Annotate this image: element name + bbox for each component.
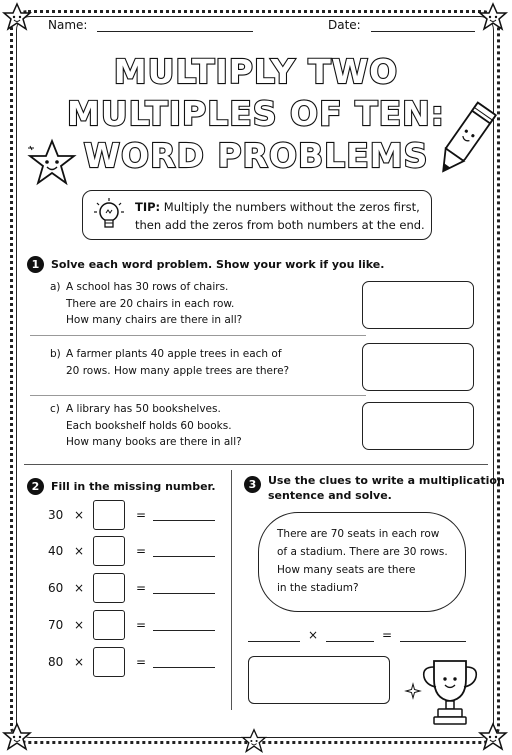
star-icon	[26, 138, 78, 188]
missing-number-box[interactable]	[93, 536, 125, 566]
tip-text	[135, 198, 425, 234]
product-line[interactable]	[400, 629, 466, 642]
missing-number-box[interactable]	[93, 647, 125, 677]
clue-cloud	[258, 512, 466, 612]
name-line[interactable]	[97, 21, 253, 32]
tip-text-line-1: Multiply the numbers without the zeros first,	[160, 200, 420, 214]
star-icon	[478, 722, 508, 752]
times-sign: ×	[74, 544, 85, 558]
factor: 40	[48, 544, 64, 558]
problem-a	[50, 279, 350, 329]
equals-sign: =	[136, 655, 147, 669]
times-sign: ×	[74, 508, 85, 522]
answer-line[interactable]	[153, 655, 215, 668]
answer-box-a[interactable]	[362, 281, 474, 329]
title-line-1: MULTIPLY TWO	[113, 52, 399, 91]
problem-b	[50, 346, 350, 379]
factor: 30	[48, 508, 64, 522]
sparkle-icon	[406, 684, 420, 698]
clue-line: There are 70 seats in each row	[277, 528, 440, 540]
divider	[30, 395, 366, 396]
problem-line: There are 20 chairs in each row.	[66, 297, 235, 310]
times-sign: ×	[74, 618, 85, 632]
name-label: Name:	[48, 18, 88, 32]
answer-line[interactable]	[153, 508, 215, 521]
divider	[30, 335, 366, 336]
missing-number-box[interactable]	[93, 500, 125, 530]
problem-line: How many books are there in all?	[66, 436, 242, 448]
problem-c	[50, 401, 350, 451]
clue-text	[277, 525, 448, 597]
tip-box	[82, 190, 432, 240]
problem-label: a)	[50, 281, 61, 293]
section-1-number: 1	[27, 256, 44, 273]
factor-line[interactable]	[248, 629, 300, 642]
times-sign: ×	[308, 628, 319, 642]
section-3-number: 3	[244, 476, 261, 493]
equals-sign: =	[136, 581, 147, 595]
factor: 70	[48, 618, 64, 632]
answer-line[interactable]	[153, 544, 215, 557]
section-2-number: 2	[27, 478, 44, 495]
problem-line: How many chairs are there in all?	[66, 314, 243, 326]
answer-box-c[interactable]	[362, 402, 474, 450]
section-3-title	[268, 473, 505, 503]
section-2-title: Fill in the missing number.	[51, 480, 216, 493]
factor: 60	[48, 581, 64, 595]
star-icon	[478, 2, 508, 32]
equals-sign: =	[136, 508, 147, 522]
star-icon	[2, 722, 32, 752]
tip-text-line-2: then add the zeros from both numbers at the end.	[135, 218, 425, 232]
equals-sign: =	[136, 618, 147, 632]
equals-sign: =	[382, 628, 393, 642]
missing-number-box[interactable]	[93, 573, 125, 603]
star-icon	[2, 2, 32, 32]
date-label: Date:	[328, 18, 361, 32]
column-divider	[231, 470, 232, 710]
tip-label: TIP:	[135, 200, 161, 214]
trophy-icon	[418, 655, 482, 727]
problem-label: b)	[50, 348, 61, 360]
times-sign: ×	[74, 655, 85, 669]
section-3-title-line-1: Use the clues to write a multiplication	[268, 474, 505, 487]
title-line-3: WORD PROBLEMS	[83, 136, 429, 175]
star-icon	[241, 728, 267, 754]
problem-line: A school has 30 rows of chairs.	[66, 281, 229, 293]
title-line-2: MULTIPLES OF TEN:	[67, 94, 445, 133]
pencil-icon	[432, 96, 498, 184]
answer-line[interactable]	[153, 581, 215, 594]
problem-label: c)	[50, 403, 60, 415]
missing-number-box[interactable]	[93, 610, 125, 640]
problem-line: 20 rows. How many apple trees are there?	[66, 364, 290, 377]
clue-line: of a stadium. There are 30 rows.	[277, 546, 448, 558]
lightbulb-icon	[93, 197, 125, 235]
answer-box-b[interactable]	[362, 343, 474, 391]
clue-line: How many seats are there	[277, 564, 416, 576]
answer-line[interactable]	[153, 618, 215, 631]
factor: 80	[48, 655, 64, 669]
problem-line: A farmer plants 40 apple trees in each of	[66, 348, 282, 360]
equals-sign: =	[136, 544, 147, 558]
problem-line: A library has 50 bookshelves.	[66, 403, 221, 415]
times-sign: ×	[74, 581, 85, 595]
problem-line: Each bookshelf holds 60 books.	[66, 419, 232, 432]
section-divider	[24, 464, 488, 465]
section-1-title: Solve each word problem. Show your work if you like.	[51, 258, 385, 271]
clue-line: in the stadium?	[277, 582, 359, 594]
factor-line[interactable]	[326, 629, 374, 642]
date-line[interactable]	[371, 21, 475, 32]
date-field[interactable]	[328, 18, 475, 32]
section-3-title-line-2: sentence and solve.	[268, 489, 392, 502]
work-box[interactable]	[248, 656, 390, 704]
name-field[interactable]	[48, 18, 253, 32]
